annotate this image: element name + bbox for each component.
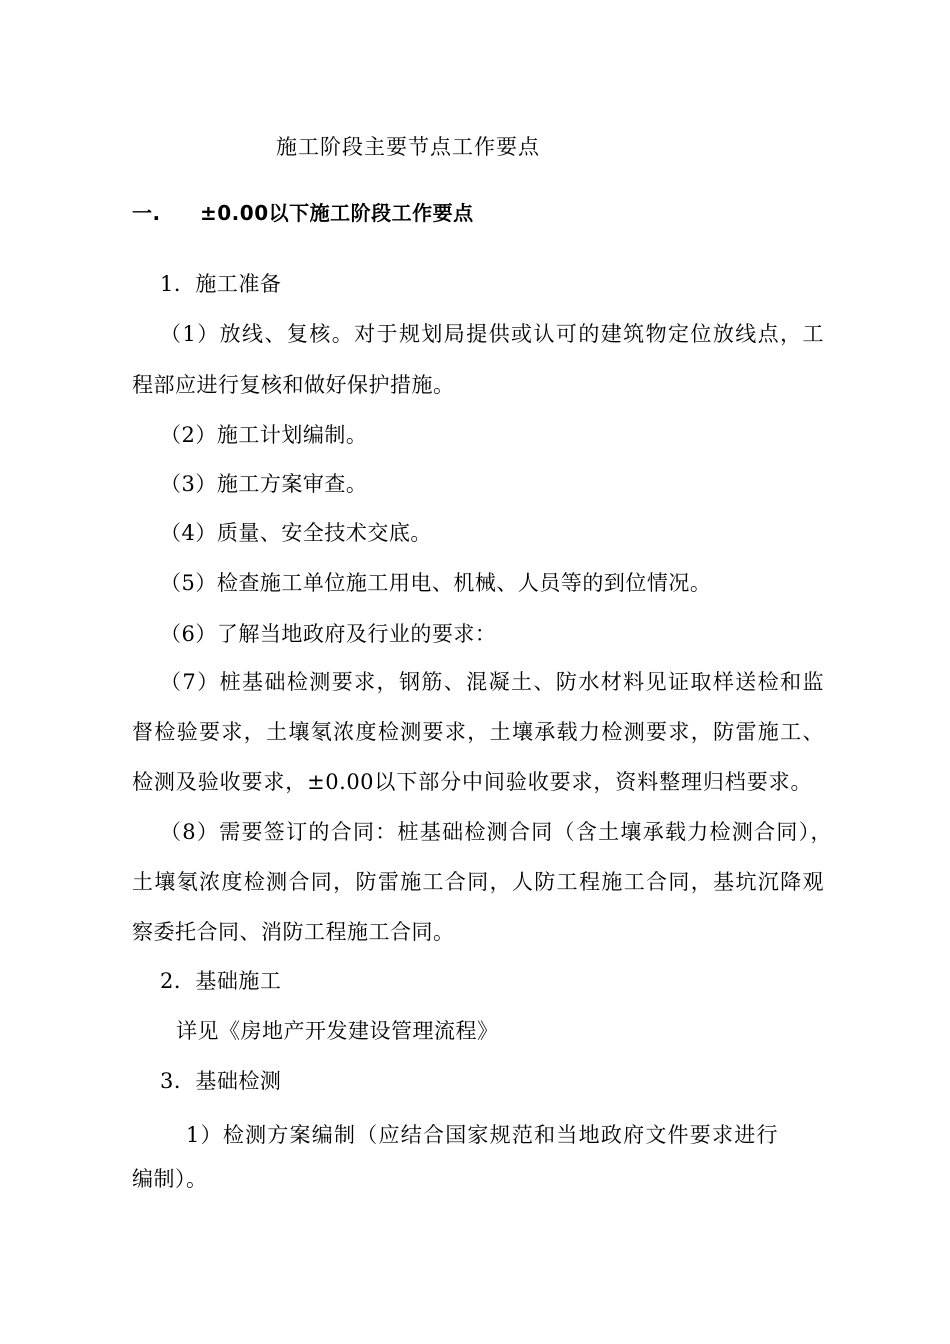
paragraph-line: 详见《房地产开发建设管理流程》	[176, 1019, 499, 1043]
paragraph-line: 编制）。	[132, 1167, 208, 1191]
paragraph-line: 程部应进行复核和做好保护措施。	[132, 373, 455, 397]
paragraph-line: 察委托合同、消防工程施工合同。	[132, 920, 455, 944]
subsection-heading-inspection: 3．基础检测	[160, 1069, 282, 1093]
list-item: （4）质量、安全技术交底。	[160, 521, 432, 545]
paragraph-line: （1）放线、复核。对于规划局提供或认可的建筑物定位放线点，工	[160, 322, 824, 346]
list-item: （3）施工方案审查。	[160, 472, 368, 496]
paragraph-line: 土壤氡浓度检测合同，防雷施工合同，人防工程施工合同，基坑沉降观	[132, 870, 824, 894]
paragraph-line: 督检验要求，土壤氡浓度检测要求，土壤承载力检测要求，防雷施工、	[132, 720, 824, 744]
paragraph-line: （7）桩基础检测要求，钢筋、混凝土、防水材料见证取样送检和监	[160, 670, 824, 694]
list-item: （6）了解当地政府及行业的要求：	[160, 622, 497, 646]
list-item: （2）施工计划编制。	[160, 423, 368, 447]
paragraph-line: 检测及验收要求，±0.00以下部分中间验收要求，资料整理归档要求。	[132, 770, 812, 794]
list-item: （5）检查施工单位施工用电、机械、人员等的到位情况。	[160, 571, 712, 595]
paragraph-line: 1）检测方案编制（应结合国家规范和当地政府文件要求进行	[186, 1123, 778, 1147]
section-title: ±0.00以下施工阶段工作要点	[200, 201, 474, 225]
section-number: 一.	[132, 201, 161, 225]
section-heading	[132, 199, 474, 227]
subsection-heading-prep: 1．施工准备	[160, 272, 282, 296]
subsection-heading-foundation: 2．基础施工	[160, 969, 282, 993]
paragraph-line: （8）需要签订的合同：桩基础检测合同（含土壤承载力检测合同），	[160, 820, 832, 844]
document-title: 施工阶段主要节点工作要点	[276, 135, 540, 159]
